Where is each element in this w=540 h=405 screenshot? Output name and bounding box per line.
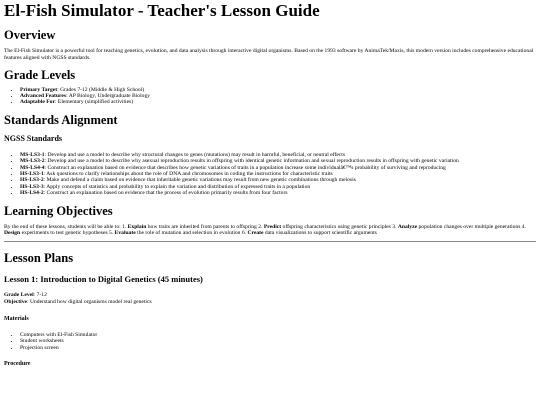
standard-code: MS-LS3-2 bbox=[20, 158, 45, 165]
standard-text: : Construct an explanation based on evidence that the process of evolution primarily results from four factors bbox=[43, 190, 288, 197]
grade-text: : Elementary (simplified activities) bbox=[54, 99, 134, 106]
lesson-1-objective bbox=[4, 299, 536, 306]
objective-verb: Predict bbox=[263, 223, 282, 230]
overview-text: The El-Fish Simulator is a powerful tool for teaching genetics, evolution, and data analysis through interactive digital organisms. Based on the 1993 software by AnimaTek/Maxis, this modern version includes comprehensive educational features aligned with NGSS standards. bbox=[4, 48, 534, 61]
objectives-heading: Learning Objectives bbox=[4, 203, 113, 218]
objective-text: data visualizations to support scientific arguments bbox=[263, 230, 377, 237]
grade-level-label: Grade Level bbox=[4, 292, 34, 299]
objective-verb: Explain bbox=[127, 223, 147, 230]
standard-code: MS-LS3-1 bbox=[20, 151, 45, 158]
objective-text: offspring characteristics using genetic principles 3. bbox=[281, 223, 398, 230]
objective-text: population changes over multiple generations 4. bbox=[417, 223, 527, 230]
ngss-subheading: NGSS Standards bbox=[4, 133, 63, 143]
objectives-text bbox=[4, 224, 536, 238]
objectives-intro: By the end of these lessons, students will be able to: 1. bbox=[4, 223, 128, 230]
standard-text: : Make and defend a claim based on evidence that inheritable genetic variations may result from new genetic combinations through meiosis bbox=[43, 177, 356, 184]
standard-code: HS-LS4-2 bbox=[20, 190, 44, 197]
objective-label: Objective bbox=[4, 299, 27, 306]
objective-verb: Design bbox=[4, 230, 21, 237]
grade-label: Advanced Features bbox=[20, 93, 67, 99]
grade-text: : Grades 7-12 (Middle & High School) bbox=[57, 86, 145, 93]
overview-heading: Overview bbox=[4, 28, 56, 42]
grade-levels-list bbox=[4, 87, 536, 106]
list-item: • Student worksheets bbox=[20, 338, 536, 344]
standard-code: HS-LS3-3 bbox=[20, 183, 44, 190]
grade-label: Primary Target bbox=[20, 86, 58, 93]
standard-text: : Develop and use a model to describe why asexual reproduction results in offspring with identical genetic information and sexual reproduction results in offspring with genetic variation bbox=[44, 158, 459, 165]
objective-verb: Analyze bbox=[397, 223, 418, 230]
objective-verb: Evaluate bbox=[114, 230, 136, 237]
standard-code: MS-LS4-4 bbox=[20, 164, 45, 171]
standard-text: : Apply concepts of statistics and probability to explain the variation and distribution of expressed traits in a population bbox=[43, 183, 311, 190]
list-item: • Projection screen bbox=[20, 345, 536, 351]
materials-list bbox=[4, 332, 536, 351]
lesson-1-grade bbox=[4, 292, 536, 299]
standard-text: : Construct an explanation based on evidence that describes how genetic variations of traits in a population increase some individualâ€™s probability of surviving and reproducing bbox=[44, 164, 446, 171]
standards-list bbox=[4, 152, 536, 197]
materials-heading: Materials bbox=[4, 315, 29, 322]
objective-text: the role of mutation and selection in evolution 6. bbox=[135, 230, 248, 237]
standard-code: HS-LS3-2 bbox=[20, 177, 44, 184]
list-item: • Computers with El-Fish Simulator bbox=[20, 332, 536, 338]
procedure-heading: Procedure bbox=[4, 361, 31, 368]
objective-verb: Create bbox=[247, 230, 264, 237]
objective-text: how traits are inherited from parents to offspring 2. bbox=[146, 223, 264, 230]
lesson-plans-heading: Lesson Plans bbox=[4, 251, 74, 266]
page-title: El-Fish Simulator - Teacher's Lesson Guide bbox=[4, 1, 320, 20]
grade-level-value: : 7-12 bbox=[33, 292, 47, 299]
standard-text: : Ask questions to clarify relationships about the role of DNA and chromosomes in coding the instructions for characteristic traits bbox=[43, 171, 333, 178]
objective-text: experiments to test genetic hypotheses 5. bbox=[20, 230, 115, 237]
grade-text: : AP Biology, Undergraduate Biology bbox=[66, 93, 151, 99]
lesson-1-title: Lesson 1: Introduction to Digital Genetics (45 minutes) bbox=[4, 274, 203, 285]
grade-label: Adaptable For bbox=[20, 99, 55, 106]
standard-code: HS-LS3-1 bbox=[20, 171, 44, 178]
standard-text: : Develop and use a model to describe why structural changes to genes (mutations) may result in harmful, beneficial, or neutral effects bbox=[44, 151, 346, 158]
standards-heading: Standards Alignment bbox=[4, 112, 118, 127]
grade-levels-heading: Grade Levels bbox=[4, 67, 76, 82]
objective-value: : Understand how digital organisms model real genetics bbox=[27, 299, 152, 306]
